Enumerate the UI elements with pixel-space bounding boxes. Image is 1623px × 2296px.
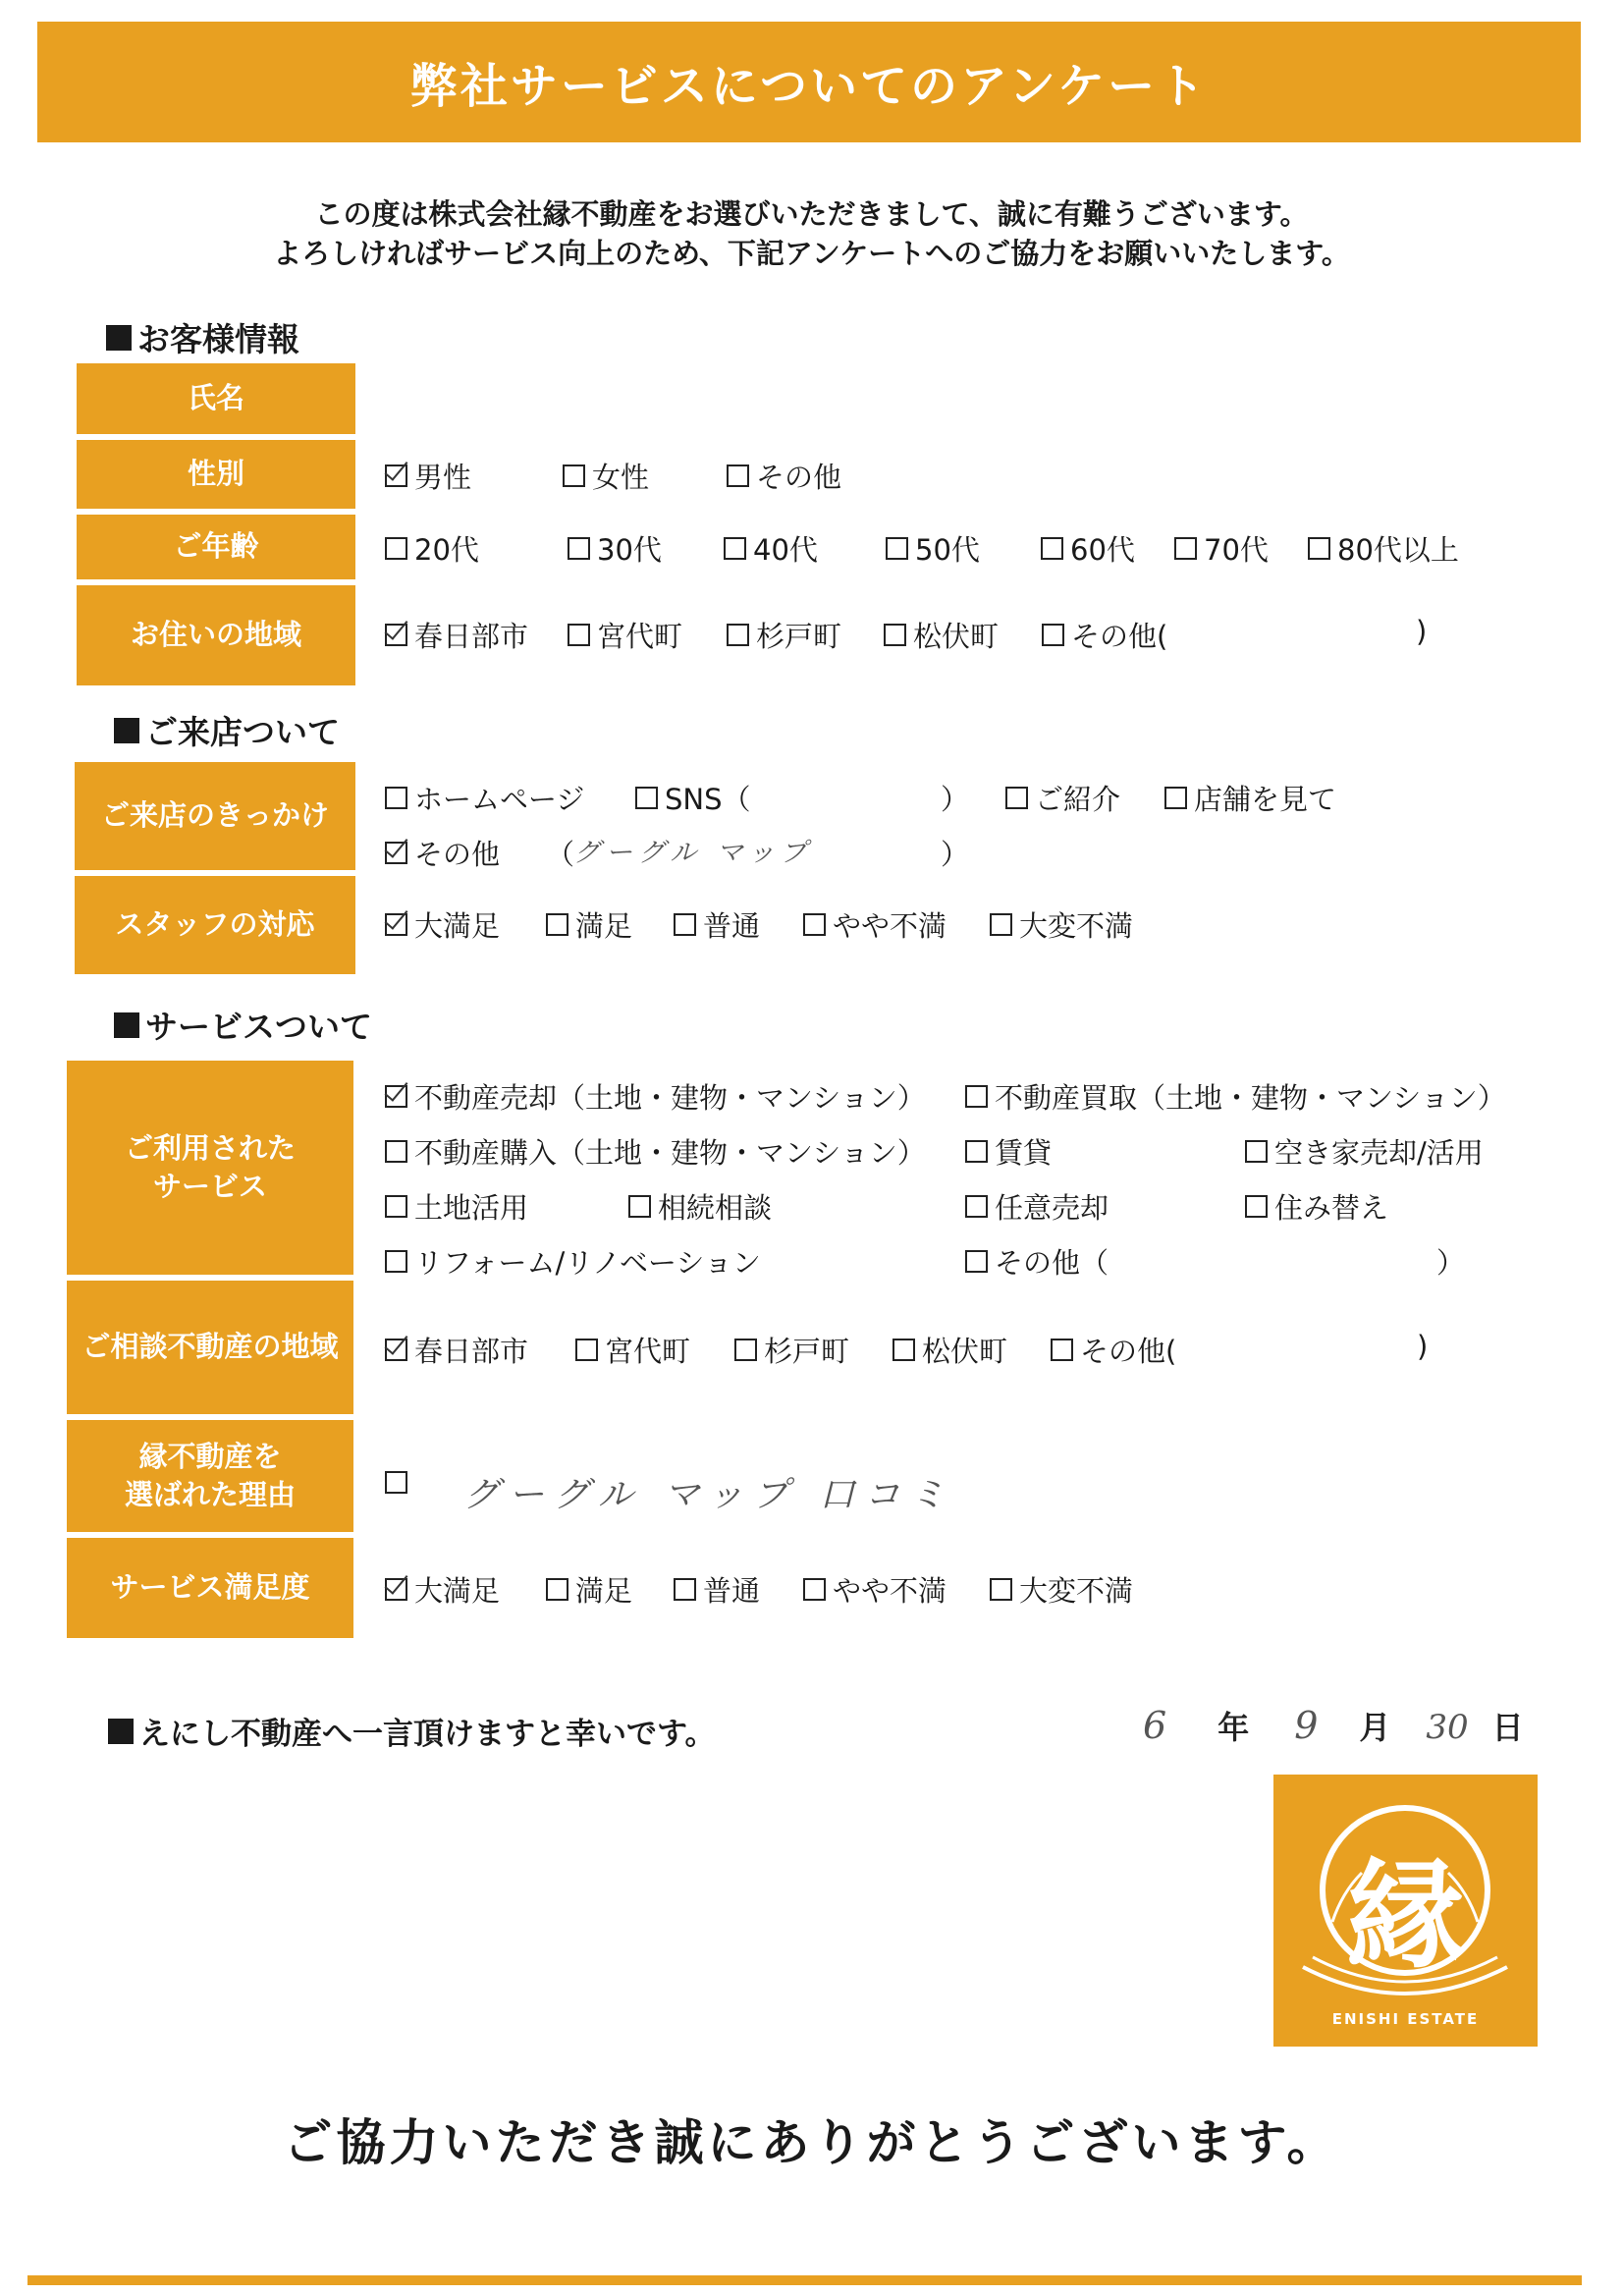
checkbox-icon[interactable]: [990, 1578, 1012, 1601]
trigger-option-homepage[interactable]: ホームページ: [385, 778, 584, 818]
age-option-40s[interactable]: 40代: [724, 528, 818, 569]
gender-option-female[interactable]: 女性: [563, 456, 649, 496]
date-day-unit: 日: [1491, 1709, 1524, 1746]
trigger-other-handwritten: グーグル マップ: [573, 838, 813, 868]
checkbox-icon[interactable]: [385, 1471, 407, 1494]
checkbox-icon[interactable]: [385, 465, 407, 487]
checkbox-icon[interactable]: [385, 1140, 407, 1163]
reason-handwritten: グーグル マップ 口コミ: [463, 1475, 955, 1515]
service-option-inheritance[interactable]: 相続相談: [628, 1186, 772, 1227]
residence-option-other[interactable]: その他(: [1042, 615, 1167, 655]
area-other-close: ): [1417, 1330, 1429, 1363]
label-visit-trigger: ご来店のきっかけ: [75, 762, 355, 870]
date-month-value: 9: [1294, 1704, 1325, 1747]
section-customer-info-title: お客様情報: [137, 320, 299, 358]
survey-title-bar: [37, 22, 1581, 142]
area-option-other[interactable]: その他(: [1051, 1330, 1176, 1370]
checkbox-icon[interactable]: [884, 624, 906, 646]
checkbox-icon[interactable]: [546, 913, 568, 936]
service-option-vacant-house[interactable]: 空き家売却/活用: [1245, 1131, 1484, 1172]
intro-line-1: この度は株式会社縁不動産をお選びいただきまして、誠に有難うございます。: [314, 197, 1309, 231]
thank-you-message: ご協力いただき誠にありがとうございます。: [283, 2114, 1340, 2171]
intro-line-2: よろしければサービス向上のため、下記アンケートへのご協力をお願いいたします。: [273, 237, 1350, 270]
logo-kanji: 縁: [1346, 1846, 1465, 1985]
satisfaction-option-somewhat-dissatisfied[interactable]: やや不満: [803, 1569, 947, 1610]
trigger-other-open: （: [546, 838, 575, 871]
service-option-buyback[interactable]: 不動産買取（土地・建物・マンション）: [965, 1076, 1506, 1117]
checkbox-icon[interactable]: [635, 787, 658, 809]
date-year-value: 6: [1143, 1704, 1173, 1747]
survey-title: 弊社サービスについてのアンケート: [409, 59, 1209, 114]
checkbox-icon[interactable]: [385, 913, 407, 936]
section-customer-info: [106, 314, 299, 360]
reason-checkbox[interactable]: [385, 1471, 414, 1494]
checkbox-icon[interactable]: [965, 1195, 988, 1218]
checkbox-icon[interactable]: [546, 1578, 568, 1601]
checkbox-icon[interactable]: [385, 624, 407, 646]
label-reason: 縁不動産を 選ばれた理由: [67, 1420, 353, 1532]
area-option-matsubushi[interactable]: 松伏町: [893, 1330, 1007, 1370]
satisfaction-option-satisfied[interactable]: 満足: [546, 1569, 632, 1610]
checkbox-icon[interactable]: [385, 842, 407, 864]
checkbox-icon[interactable]: [1164, 787, 1187, 809]
checkbox-icon[interactable]: [1308, 537, 1330, 560]
service-option-relocation[interactable]: 住み替え: [1245, 1186, 1388, 1227]
gender-option-male[interactable]: 男性: [385, 456, 471, 496]
checkbox-icon[interactable]: [965, 1250, 988, 1273]
checkbox-icon[interactable]: [568, 537, 590, 560]
staff-option-somewhat-dissatisfied[interactable]: やや不満: [803, 904, 947, 945]
service-option-sale[interactable]: 不動産売却（土地・建物・マンション）: [385, 1076, 926, 1117]
checkbox-icon[interactable]: [965, 1085, 988, 1108]
trigger-sns-close: ）: [941, 783, 970, 816]
checkbox-icon[interactable]: [385, 787, 407, 809]
checkbox-icon[interactable]: [385, 1195, 407, 1218]
trigger-option-sns[interactable]: SNS（: [635, 778, 751, 818]
age-option-30s[interactable]: 30代: [568, 528, 662, 569]
section-bullet-icon: [114, 1012, 139, 1038]
checkbox-icon[interactable]: [568, 624, 590, 646]
checkbox-icon[interactable]: [385, 1085, 407, 1108]
area-option-miyashiro[interactable]: 宮代町: [575, 1330, 690, 1370]
service-option-purchase[interactable]: 不動産購入（土地・建物・マンション）: [385, 1131, 926, 1172]
logo-text: ENISHI ESTATE: [1331, 2010, 1480, 2028]
residence-other-close: ): [1416, 615, 1428, 648]
label-residence: お住いの地域: [77, 585, 355, 685]
residence-option-kasukabe[interactable]: 春日部市: [385, 615, 528, 655]
checkbox-icon[interactable]: [803, 913, 826, 936]
label-consult-area: ご相談不動産の地域: [67, 1281, 353, 1414]
age-option-50s[interactable]: 50代: [886, 528, 980, 569]
checkbox-icon[interactable]: [734, 1339, 757, 1361]
age-option-20s[interactable]: 20代: [385, 528, 479, 569]
checkbox-icon[interactable]: [1005, 787, 1028, 809]
trigger-other-close: ）: [941, 838, 970, 871]
section-bullet-icon: [114, 718, 139, 743]
section-visit: [114, 707, 340, 753]
service-option-other[interactable]: その他（: [965, 1241, 1109, 1282]
section-comment: [108, 1709, 716, 1753]
section-service: [114, 1002, 372, 1048]
checkbox-icon[interactable]: [724, 537, 746, 560]
date-day-value: 30: [1426, 1708, 1469, 1747]
residence-option-matsubushi[interactable]: 松伏町: [884, 615, 999, 655]
section-visit-title: ご来店ついて: [145, 713, 340, 751]
checkbox-icon[interactable]: [1174, 537, 1197, 560]
label-name: 氏名: [77, 363, 355, 434]
service-option-voluntary-sale[interactable]: 任意売却: [965, 1186, 1109, 1227]
checkbox-icon[interactable]: [803, 1578, 826, 1601]
satisfaction-option-very-satisfied[interactable]: 大満足: [385, 1569, 500, 1610]
residence-option-sugito[interactable]: 杉戸町: [727, 615, 841, 655]
service-option-renovation[interactable]: リフォーム/リノベーション: [385, 1241, 761, 1282]
staff-option-satisfied[interactable]: 満足: [546, 904, 632, 945]
enishi-estate-logo: [1273, 1775, 1538, 2047]
checkbox-icon[interactable]: [893, 1339, 915, 1361]
section-comment-title: えにし不動産へ一言頂けますと幸いです。: [139, 1717, 716, 1752]
service-option-land-use[interactable]: 土地活用: [385, 1186, 528, 1227]
checkbox-icon[interactable]: [385, 1250, 407, 1273]
staff-option-very-dissatisfied[interactable]: 大変不満: [990, 904, 1133, 945]
section-bullet-icon: [108, 1719, 134, 1744]
checkbox-icon[interactable]: [1042, 624, 1064, 646]
date-month-unit: 月: [1359, 1709, 1391, 1746]
trigger-option-referral[interactable]: ご紹介: [1005, 778, 1120, 818]
label-service-satisfaction: サービス満足度: [67, 1538, 353, 1638]
label-staff-response: スタッフの対応: [75, 876, 355, 974]
checkbox-icon[interactable]: [1041, 537, 1063, 560]
label-age: ご年齢: [77, 515, 355, 579]
staff-option-neutral[interactable]: 普通: [674, 904, 760, 945]
trigger-option-saw-store[interactable]: 店舗を見て: [1164, 778, 1336, 818]
age-option-80s-plus[interactable]: 80代以上: [1308, 528, 1459, 569]
checkbox-icon[interactable]: [385, 1339, 407, 1361]
section-service-title: サービスついて: [145, 1008, 372, 1046]
age-option-60s[interactable]: 60代: [1041, 528, 1135, 569]
staff-option-very-satisfied[interactable]: 大満足: [385, 904, 500, 945]
checkbox-icon[interactable]: [628, 1195, 651, 1218]
area-option-kasukabe[interactable]: 春日部市: [385, 1330, 528, 1370]
checkbox-icon[interactable]: [886, 537, 908, 560]
label-gender: 性別: [77, 440, 355, 509]
age-option-70s[interactable]: 70代: [1174, 528, 1269, 569]
section-bullet-icon: [106, 325, 132, 351]
checkbox-icon[interactable]: [990, 913, 1012, 936]
checkbox-icon[interactable]: [575, 1339, 598, 1361]
trigger-option-other[interactable]: その他: [385, 833, 500, 873]
footer-divider: [27, 2275, 1582, 2285]
date-year-unit: 年: [1217, 1709, 1250, 1746]
checkbox-icon[interactable]: [563, 465, 585, 487]
service-option-rental[interactable]: 賃貸: [965, 1131, 1052, 1172]
residence-option-miyashiro[interactable]: 宮代町: [568, 615, 682, 655]
checkbox-icon[interactable]: [965, 1140, 988, 1163]
checkbox-icon[interactable]: [385, 1578, 407, 1601]
gender-option-other[interactable]: その他: [727, 456, 841, 496]
checkbox-icon[interactable]: [674, 913, 696, 936]
checkbox-icon[interactable]: [727, 465, 749, 487]
survey-date: [1143, 1703, 1524, 1748]
satisfaction-option-very-dissatisfied[interactable]: 大変不満: [990, 1569, 1133, 1610]
checkbox-icon[interactable]: [727, 624, 749, 646]
checkbox-icon[interactable]: [674, 1578, 696, 1601]
satisfaction-option-neutral[interactable]: 普通: [674, 1569, 760, 1610]
label-used-service: ご利用された サービス: [67, 1061, 353, 1275]
service-other-close: ）: [1436, 1246, 1466, 1280]
checkbox-icon[interactable]: [1245, 1195, 1268, 1218]
area-option-sugito[interactable]: 杉戸町: [734, 1330, 849, 1370]
checkbox-icon[interactable]: [385, 537, 407, 560]
checkbox-icon[interactable]: [1051, 1339, 1073, 1361]
checkbox-icon[interactable]: [1245, 1140, 1268, 1163]
